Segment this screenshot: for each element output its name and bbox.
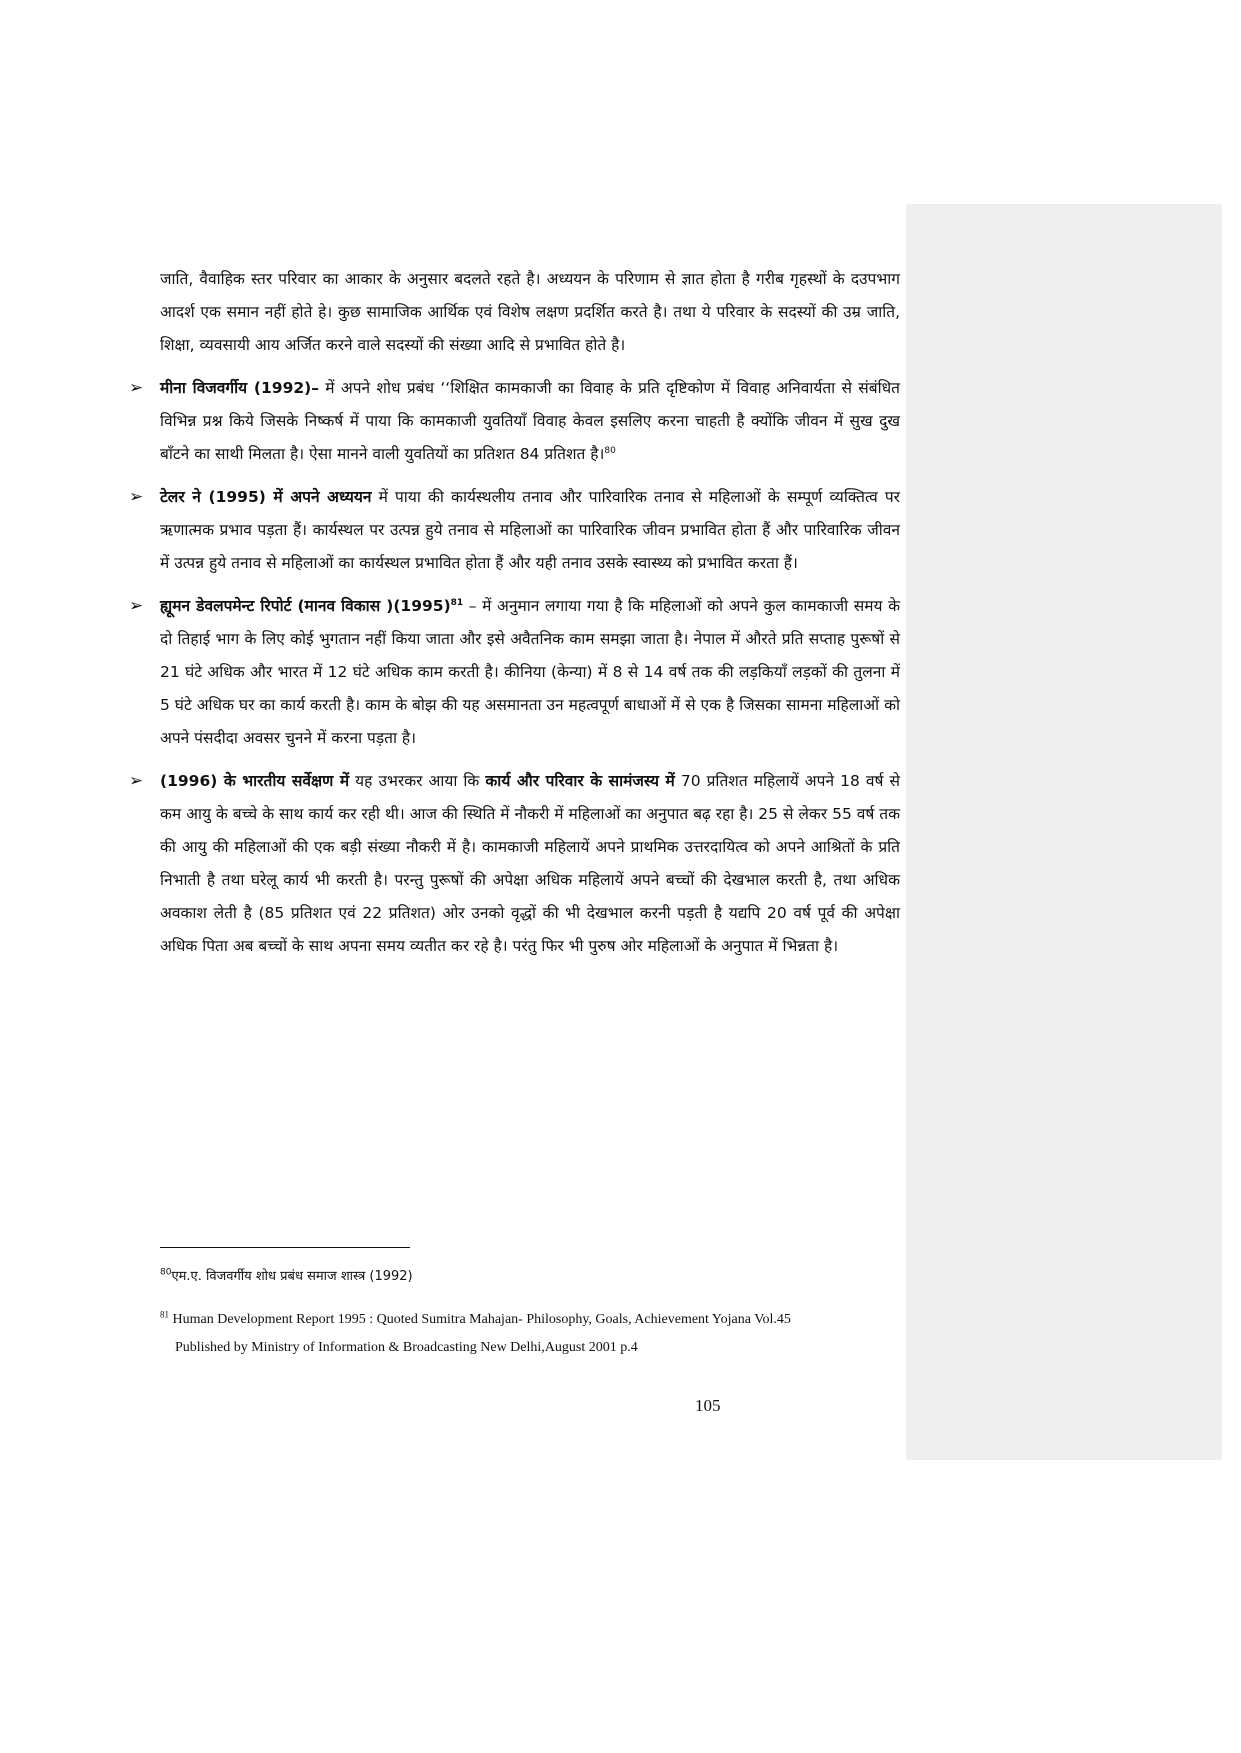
bullet-item xyxy=(129,481,900,580)
comment-margin-pane xyxy=(906,204,1222,1460)
bullet-lead: (1996) के भारतीय सर्वेक्षण में xyxy=(160,772,350,790)
bullet-lead: ह्यूमन डेवलपमेन्ट रिपोर्ट (मानव विकास )(1995) xyxy=(160,597,451,615)
footnote-number: 80 xyxy=(160,1267,172,1278)
page-number: 105 xyxy=(695,1396,721,1415)
body-text xyxy=(129,263,901,973)
footnote-81 xyxy=(160,1306,900,1362)
footnote-number: 81 xyxy=(160,1309,169,1320)
bullet-item xyxy=(129,765,901,963)
bullet-text: में पाया की कार्यस्थलीय तनाव और पारिवारिक तनाव से महिलाओं के सम्पूर्ण व्यक्तित्व पर ऋणात्मक प्रभाव पड़ता हैं। कार्यस्थल पर उत्पन्न हुये तनाव से महिलाओं का पारिवारिक जीवन प्रभावित होता हैं और पारिवारिक जीवन में उत्पन्न हुये तनाव से महिलाओं का कार्यस्थल प्रभावित होता हैं और यही तनाव उसके स्वास्थ्य को प्रभावित करता हैं। xyxy=(160,488,900,572)
footnote-80 xyxy=(160,1263,900,1291)
bullet-lead: टेलर ने (1995) में अपने अध्ययन xyxy=(160,488,372,506)
intro-paragraph: जाति, वैवाहिक स्तर परिवार का आकार के अनुसार बदलते रहते है। अध्ययन के परिणाम से ज्ञात होता है गरीब गृहस्थों के दउपभाग आदर्श एक समान नहीं होते हे। कुछ सामाजिक आर्थिक एवं विशेष लक्षण प्रदर्शित करते है। तथा ये परिवार के सदस्यों की उम्र जाति, शिक्षा, व्यवसायी आय अर्जित करने वाले सदस्यों की संख्या आदि से प्रभावित होते है। xyxy=(160,270,900,354)
bullet-lead: मीना विजवर्गीय (1992)– xyxy=(160,379,319,397)
bullet-lead-secondary: कार्य और परिवार के सामंजस्य में xyxy=(485,772,675,790)
bullet-item xyxy=(129,372,900,471)
arrow-bullet-icon: ➢ xyxy=(129,596,144,616)
footnote-separator xyxy=(160,1247,410,1248)
bullet-text: यह उभरकर आया कि xyxy=(349,772,486,790)
bullet-text: – में अनुमान लगाया गया है कि महिलाओं को अपने कुल कामकाजी समय के दो तिहाई भाग के लिए कोई भुगतान नहीं किया जाता और इसे अवैतनिक काम समझा जाता है। नेपाल में औरते प्रति सप्ताह पुरूषों से 21 घंटे अधिक और भारत में 12 घंटे अधिक काम करती है। कीनिया (केन्या) में 8 से 14 वर्ष तक की लड़कियाँ लड़कों की तुलना में 5 घंटे अधिक घर का कार्य करती है। काम के बोझ की यह असमानता उन महत्वपूर्ण बाधाओं में से एक है जिसका सामना महिलाओं को अपने पंसदीदा अवसर चुनने में करना पड़ता है। xyxy=(160,597,900,747)
footnote-ref[interactable]: 80 xyxy=(604,445,616,456)
footnote-text: Human Development Report 1995 : Quoted Sumitra Mahajan- Philosophy, Goals, Achievement Yojana Vol.45 xyxy=(172,1312,791,1327)
footnote-text: एम.ए. विजवर्गीय शोध प्रबंध समाज शास्त्र (1992) xyxy=(171,1269,413,1284)
bullet-text: 70 प्रतिशत महिलायें अपने 18 वर्ष से कम आयु के बच्चे के साथ कार्य कर रही थी। आज की स्थिति में नौकरी में महिलाओं का अनुपात बढ़ रहा है। 25 से लेकर 55 वर्ष तक की आयु की महिलाओं की एक बड़ी संख्या नौकरी में है। कामकाजी महिलायें अपने प्राथमिक उत्तरदायित्व को अपने आश्रितों के प्रति निभाती है तथा घरेलू कार्य भी करती है। परन्तु पुरूषों की अपेक्षा अधिक महिलायें अपने बच्चों की देखभाल करती है, तथा अधिक अवकाश लेती है (85 प्रतिशत एवं 22 प्रतिशत) ओर उनको वृद्धों की भी देखभाल करनी पड़ती है यद्यपि 20 वर्ष पूर्व की अपेक्षा अधिक पिता अब बच्चों के साथ अपना समय व्यतीत कर रहे है। परंतु फिर भी पुरुष ओर महिलाओं के अनुपात में भिन्नता है। xyxy=(160,772,901,955)
footnote-ref[interactable]: 81 xyxy=(450,597,464,608)
arrow-bullet-icon: ➢ xyxy=(129,771,144,791)
bullet-item xyxy=(129,590,900,755)
arrow-bullet-icon: ➢ xyxy=(129,378,144,398)
bullet-list xyxy=(129,372,901,963)
bullet-text: में अपने शोध प्रबंध ‘‘शिक्षित कामकाजी का विवाह के प्रति दृष्टिकोण में विवाह अनिवार्यता से संबंधित विभिन्न प्रश्न किये जिसके निष्कर्ष में पाया कि कामकाजी युवतियाँ विवाह केवल इसलिए करना चाहती है क्योंकि जीवन में सुख दुख बाँटने का साथी मिलता है। ऐसा मानने वाली युवतियों का प्रतिशत 84 प्रतिशत है। xyxy=(160,379,900,463)
arrow-bullet-icon: ➢ xyxy=(129,487,144,507)
footnote-text-continued: Published by Ministry of Information & Broadcasting New Delhi,August 2001 p.4 xyxy=(175,1340,638,1355)
